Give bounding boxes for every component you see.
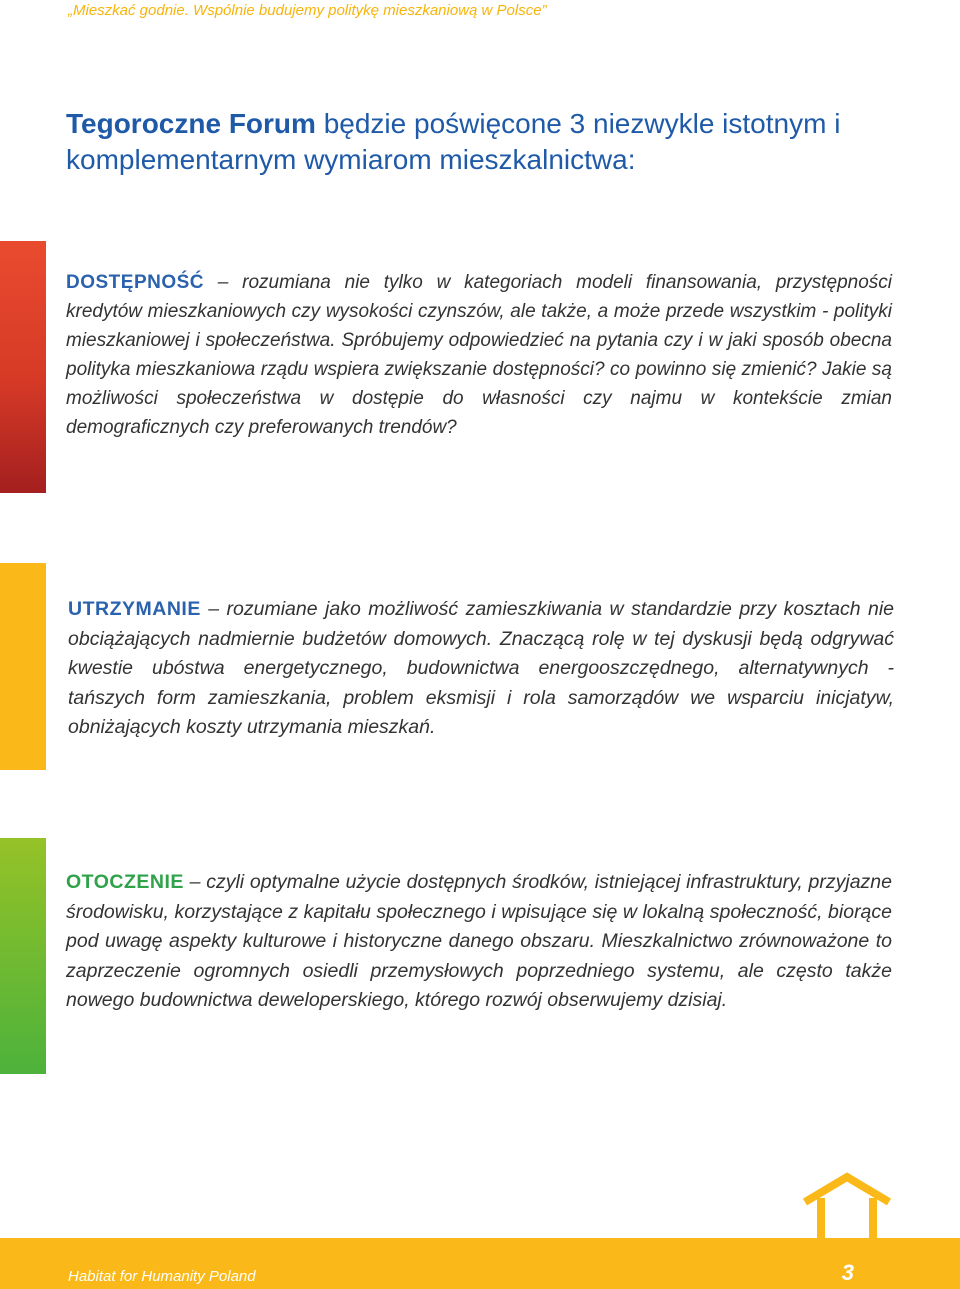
- footer-band: [0, 1238, 960, 1289]
- section-text: – rozumiane jako możliwość zamieszkiwania w standardzie przy kosztach nie obciążających nadmiernie budżetów domowych. Znaczącą rolę w tej dyskusji będą odgrywać kwestie ubóstwa energetycznego, budownictwa energooszczędnego, alternatywnych - tańszych form zamieszkania, problem eksmisji i rola samorządów we wsparciu inicjatyw, obniżających koszty utrzymania mieszkań.: [68, 598, 894, 738]
- footer-organization: Habitat for Humanity Poland: [68, 1268, 256, 1285]
- section-dostepnosc: [66, 268, 892, 442]
- house-outline-icon: [801, 1172, 893, 1242]
- section-lead: OTOCZENIE: [66, 871, 184, 893]
- section-lead: UTRZYMANIE: [68, 598, 201, 620]
- headline-strong: Tegoroczne Forum: [66, 108, 316, 139]
- page-headline: [66, 106, 926, 178]
- section-accent-bar-green: [0, 838, 46, 1074]
- headline-rest: będzie poświęcone 3 niezwykle istotnym i komplementarnym wymiarom mieszkalnictwa:: [66, 108, 841, 175]
- section-text: – rozumiana nie tylko w kategoriach modeli finansowania, przystępności kredytów mieszkaniowych czy wysokości czynszów, ale także, a może przede wszystkim - polityki mieszkaniowej i społeczeństwa. Spróbujemy odpowiedzieć na pytania czy i w jaki sposób obecna polityka mieszkaniowa rządu wspiera zwiększanie dostępności? co powinno się zmienić? Jakie są możliwości społeczeństwa w dostępie do własności czy najmu w kontekście zmian demograficznych czy preferowanych trendów?: [66, 272, 892, 438]
- header-tagline: „Mieszkać godnie. Wspólnie budujemy politykę mieszkaniową w Polsce”: [68, 2, 547, 19]
- section-lead: DOSTĘPNOŚĆ: [66, 272, 205, 293]
- section-utrzymanie: [68, 595, 894, 743]
- section-accent-bar-yellow: [0, 563, 46, 770]
- section-text: – czyli optymalne użycie dostępnych środków, istniejącej infrastruktury, przyjazne środowisku, korzystające z kapitału społecznego i wpisujące się w lokalną społeczność, biorące pod uwagę aspekty kulturowe i historyczne danego obszaru. Mieszkalnictwo zrównoważone to zaprzeczenie ogromnych osiedli przemysłowych poprzedniego systemu, ale często także nowego budownictwa deweloperskiego, którego rozwój obserwujemy dzisiaj.: [66, 871, 892, 1011]
- page-number: 3: [841, 1260, 854, 1285]
- section-accent-bar-red: [0, 241, 46, 493]
- section-otoczenie: [66, 868, 892, 1016]
